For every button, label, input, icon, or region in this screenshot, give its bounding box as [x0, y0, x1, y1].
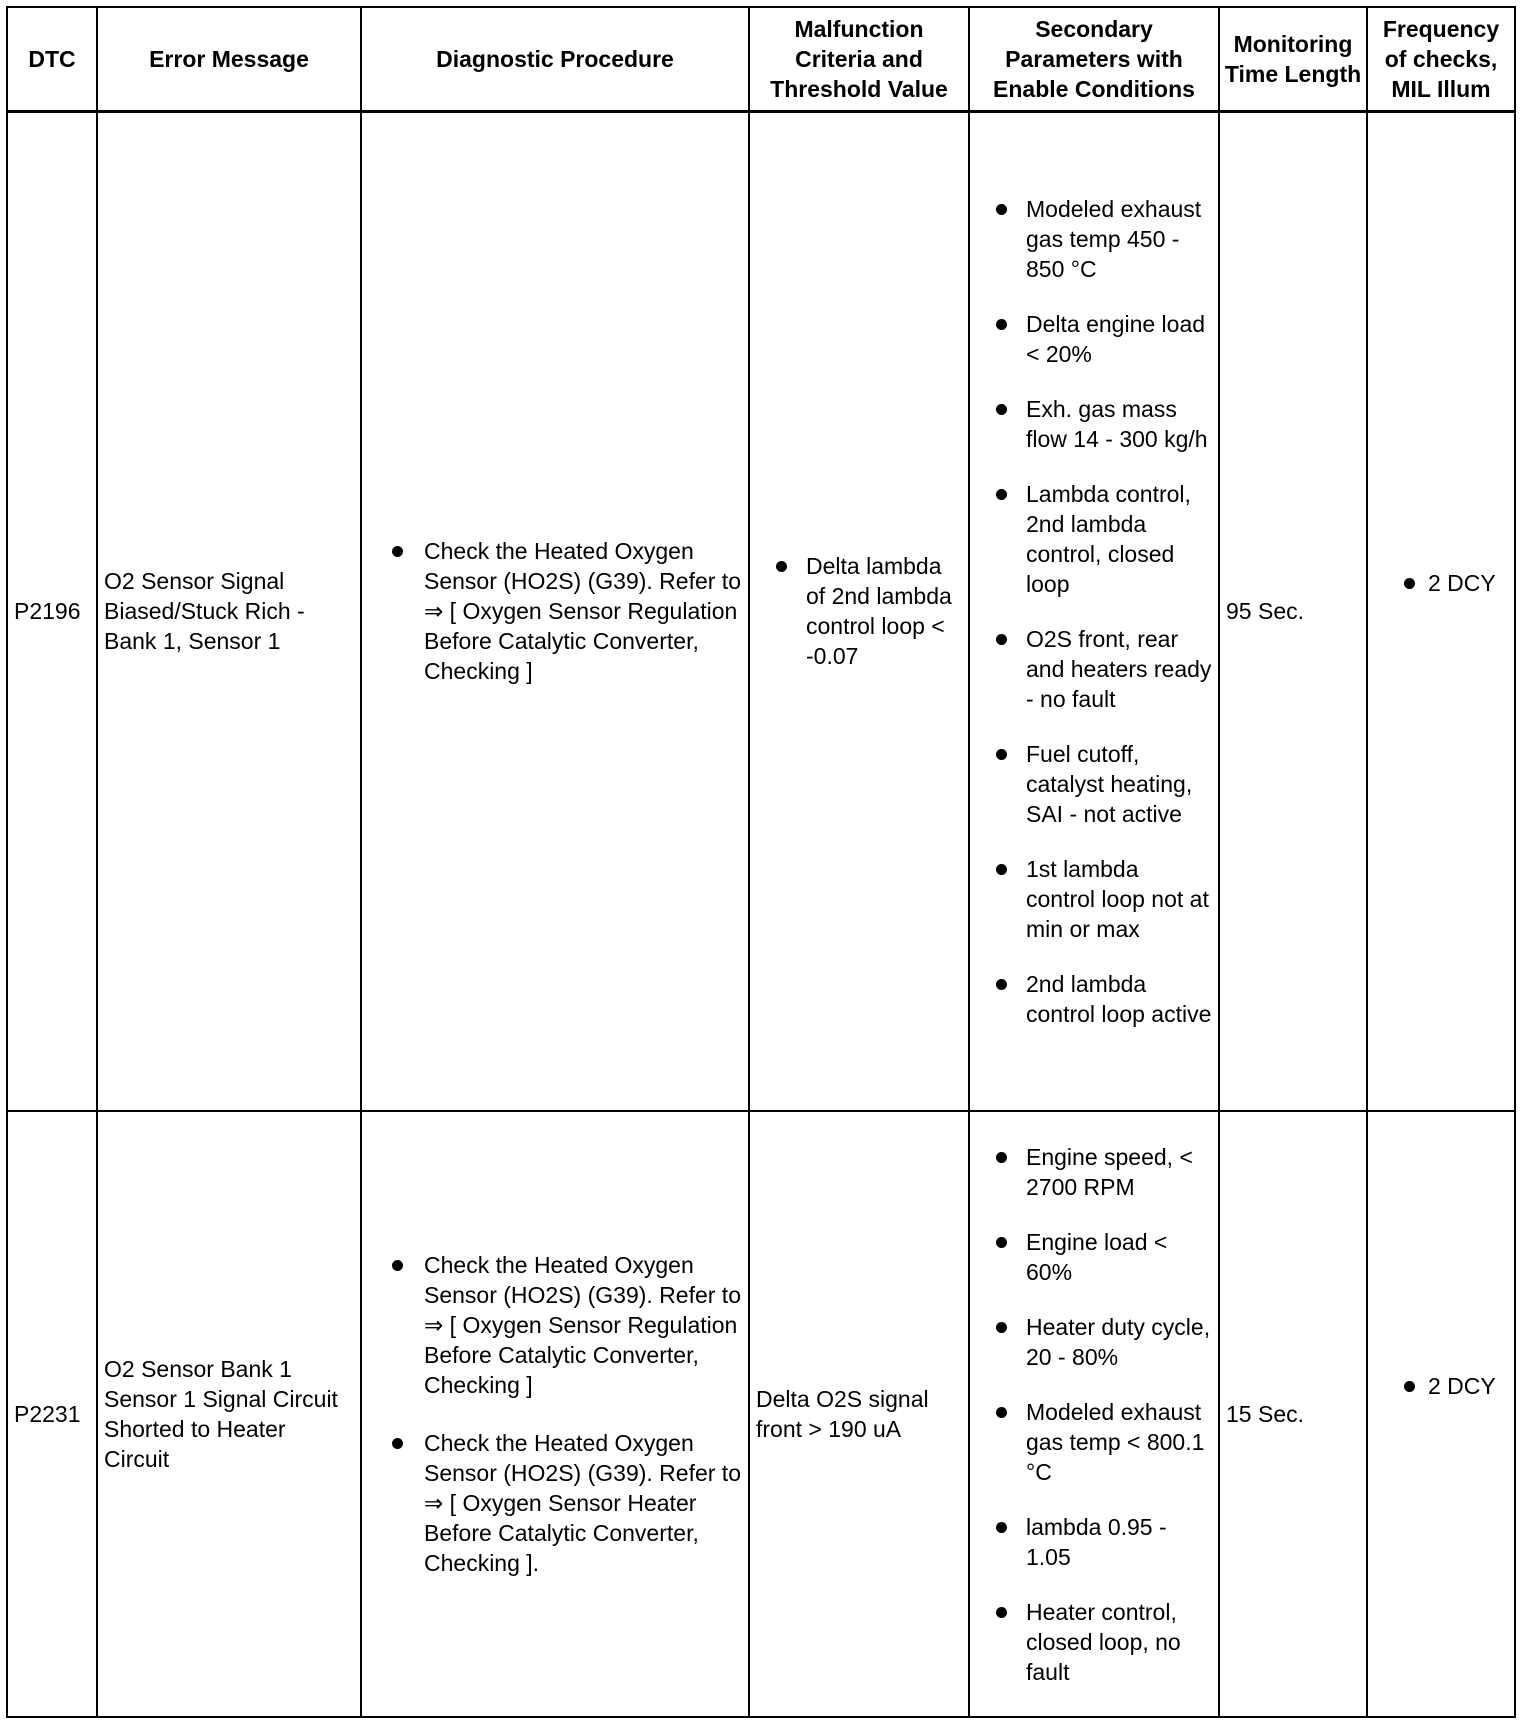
- secondary-item: Modeled exhaust gas temp < 800.1 °C: [976, 1397, 1212, 1487]
- secondary-item: 1st lambda control loop not at min or max: [976, 854, 1212, 944]
- frequency-item: 2 DCY: [1374, 568, 1508, 598]
- procedure-item: Check the Heated Oxygen Sensor (HO2S) (G39). Refer to ⇒ [ Oxygen Sensor Heater Before Catalytic Converter, Checking ].: [368, 1428, 742, 1578]
- secondary-parameters: [969, 111, 1219, 1111]
- secondary-item: Delta engine load < 20%: [976, 309, 1212, 369]
- malfunction-criteria: [749, 111, 969, 1111]
- header-frequency: Frequency of checks, MIL Illum: [1367, 7, 1515, 111]
- table-row: [7, 111, 1515, 1111]
- monitoring-time: 95 Sec.: [1219, 111, 1367, 1111]
- header-malfunction-criteria: Malfunction Criteria and Threshold Value: [749, 7, 969, 111]
- table-row: [7, 1111, 1515, 1717]
- secondary-item: 2nd lambda control loop active: [976, 969, 1212, 1029]
- monitoring-time: 15 Sec.: [1219, 1111, 1367, 1717]
- malfunction-item: Delta lambda of 2nd lambda control loop < -0.07: [756, 551, 962, 671]
- dtc-table: [6, 6, 1516, 1718]
- header-dtc: DTC: [7, 7, 97, 111]
- secondary-item: lambda 0.95 - 1.05: [976, 1512, 1212, 1572]
- diagnostic-procedure: [361, 111, 749, 1111]
- secondary-item: Fuel cutoff, catalyst heating, SAI - not active: [976, 739, 1212, 829]
- header-monitoring-time: Monitoring Time Length: [1219, 7, 1367, 111]
- secondary-item: Heater control, closed loop, no fault: [976, 1597, 1212, 1687]
- frequency-item: 2 DCY: [1374, 1371, 1508, 1401]
- header-row: [7, 7, 1515, 111]
- dtc-code: P2231: [7, 1111, 97, 1717]
- secondary-item: O2S front, rear and heaters ready - no fault: [976, 624, 1212, 714]
- secondary-parameters: [969, 1111, 1219, 1717]
- header-diagnostic-procedure: Diagnostic Procedure: [361, 7, 749, 111]
- procedure-item: Check the Heated Oxygen Sensor (HO2S) (G39). Refer to ⇒ [ Oxygen Sensor Regulation Before Catalytic Converter, Checking ]: [368, 1250, 742, 1400]
- secondary-item: Engine speed, < 2700 RPM: [976, 1142, 1212, 1202]
- error-message: O2 Sensor Bank 1 Sensor 1 Signal Circuit Shorted to Heater Circuit: [97, 1111, 361, 1717]
- diagnostic-procedure: [361, 1111, 749, 1717]
- header-error-message: Error Message: [97, 7, 361, 111]
- secondary-item: Lambda control, 2nd lambda control, closed loop: [976, 479, 1212, 599]
- malfunction-criteria: Delta O2S signal front > 190 uA: [749, 1111, 969, 1717]
- secondary-item: Exh. gas mass flow 14 - 300 kg/h: [976, 394, 1212, 454]
- header-secondary-parameters: Secondary Parameters with Enable Conditions: [969, 7, 1219, 111]
- secondary-item: Modeled exhaust gas temp 450 - 850 °C: [976, 194, 1212, 284]
- secondary-item: Engine load < 60%: [976, 1227, 1212, 1287]
- frequency-mil: [1367, 1111, 1515, 1717]
- secondary-item: Heater duty cycle, 20 - 80%: [976, 1312, 1212, 1372]
- procedure-item: Check the Heated Oxygen Sensor (HO2S) (G39). Refer to ⇒ [ Oxygen Sensor Regulation Before Catalytic Converter, Checking ]: [368, 536, 742, 686]
- dtc-code: P2196: [7, 111, 97, 1111]
- error-message: O2 Sensor Signal Biased/Stuck Rich - Bank 1, Sensor 1: [97, 111, 361, 1111]
- frequency-mil: [1367, 111, 1515, 1111]
